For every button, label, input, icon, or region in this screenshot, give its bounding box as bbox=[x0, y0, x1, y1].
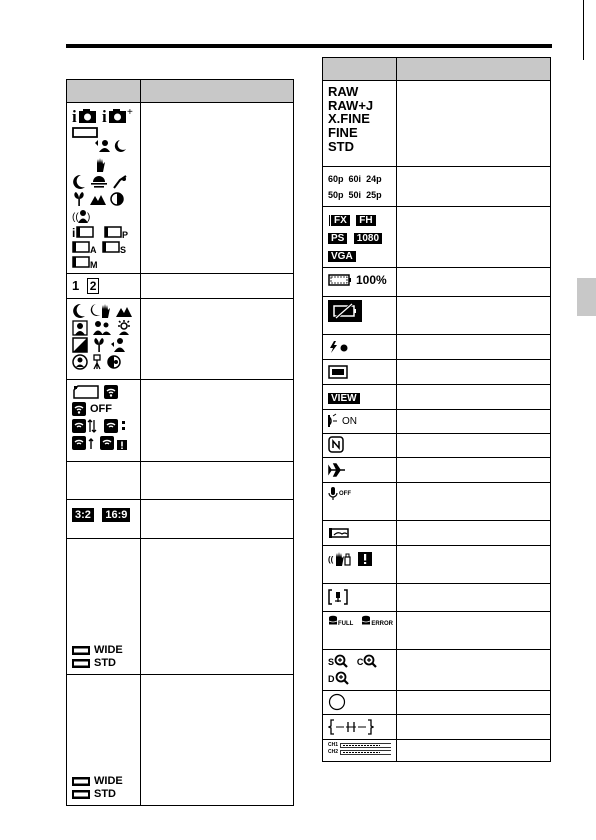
description-cell bbox=[397, 167, 551, 207]
macro-icon bbox=[92, 337, 106, 353]
zoom-icon bbox=[334, 654, 348, 668]
left-indicator-table bbox=[66, 79, 294, 806]
table-row bbox=[67, 462, 294, 500]
quality-xfine-label: X.FINE bbox=[328, 111, 370, 127]
description-cell bbox=[397, 335, 551, 360]
framerate-50p-label: 50p bbox=[328, 190, 344, 200]
right-table-header bbox=[323, 58, 551, 81]
quality-std-label: STD bbox=[328, 138, 354, 154]
icon-cell bbox=[323, 650, 397, 691]
quality-raw-jpeg-label: RAW+J bbox=[328, 97, 374, 113]
framerate-50i-label: 50i bbox=[348, 190, 362, 200]
icon-cell bbox=[323, 612, 397, 650]
icon-cell bbox=[323, 546, 397, 584]
framerate-60p-label: 60p bbox=[328, 174, 344, 184]
table-row bbox=[323, 360, 551, 385]
battery-warning-icon bbox=[328, 300, 362, 322]
description-cell bbox=[397, 434, 551, 458]
low-light-icon bbox=[106, 354, 122, 370]
wifi-off-icon bbox=[72, 401, 86, 417]
zoom-icon bbox=[363, 654, 377, 668]
icon-cell bbox=[67, 675, 141, 806]
description-cell bbox=[141, 500, 294, 539]
left-header-display bbox=[67, 80, 141, 103]
icon-cell bbox=[323, 691, 397, 715]
quality-fine-label: FINE bbox=[328, 124, 358, 140]
table-row bbox=[323, 268, 551, 297]
icon-cell bbox=[67, 539, 141, 675]
description-cell bbox=[141, 299, 294, 380]
digital-zoom-label: D bbox=[328, 674, 335, 684]
smart-zoom-label: S bbox=[328, 657, 335, 667]
description-cell bbox=[397, 81, 551, 167]
macro-icon bbox=[72, 191, 86, 207]
icon-cell bbox=[67, 274, 141, 299]
backlight-portrait-icon bbox=[72, 320, 88, 336]
table-row bbox=[323, 167, 551, 207]
night-scene-icon bbox=[72, 174, 86, 190]
table-row bbox=[323, 584, 551, 612]
svg-text:S: S bbox=[120, 245, 127, 254]
wifi-signal-icon bbox=[104, 418, 128, 434]
table-row bbox=[67, 675, 294, 806]
table-row bbox=[323, 740, 551, 762]
movie-m-icon bbox=[72, 255, 100, 269]
svg-text:): ) bbox=[87, 212, 91, 223]
framerate-60i-label: 60i bbox=[348, 174, 362, 184]
description-cell bbox=[397, 650, 551, 691]
framerate-24p-label: 24p bbox=[366, 174, 382, 184]
table-row bbox=[323, 385, 551, 410]
icon-cell bbox=[323, 521, 397, 546]
airplane-mode-icon bbox=[328, 463, 346, 477]
memory-card-icon bbox=[72, 384, 100, 400]
description-cell bbox=[141, 103, 294, 274]
wifi-error-icon bbox=[100, 435, 128, 451]
right-header-display bbox=[323, 58, 397, 81]
description-cell bbox=[141, 462, 294, 500]
database-error-icon bbox=[361, 615, 371, 627]
icon-cell bbox=[323, 335, 397, 360]
svg-text:((: (( bbox=[72, 212, 79, 223]
icon-cell bbox=[323, 385, 397, 410]
record-1080-label: 1080 bbox=[354, 233, 382, 244]
battery-icon bbox=[328, 274, 352, 286]
movie-p-icon bbox=[104, 225, 132, 239]
description-cell bbox=[397, 385, 551, 410]
movie-a-icon bbox=[72, 240, 98, 254]
face-portrait-icon bbox=[72, 354, 88, 370]
description-cell bbox=[397, 584, 551, 612]
description-cell bbox=[397, 691, 551, 715]
icon-cell bbox=[323, 360, 397, 385]
icon-cell bbox=[67, 380, 141, 462]
camera-shake-warning-icon bbox=[328, 551, 354, 567]
audio-level-meter-icon bbox=[340, 743, 391, 748]
sunset-icon bbox=[90, 175, 108, 189]
sports-action-icon bbox=[112, 174, 128, 190]
microphone-off-icon bbox=[328, 486, 338, 502]
description-cell bbox=[397, 612, 551, 650]
audio-ch2-label: CH2 bbox=[328, 749, 339, 756]
table-row bbox=[323, 483, 551, 521]
infant-icon bbox=[110, 337, 126, 353]
table-row bbox=[323, 521, 551, 546]
description-cell bbox=[397, 207, 551, 268]
description-cell bbox=[397, 268, 551, 297]
icon-cell bbox=[67, 462, 141, 500]
table-row bbox=[67, 274, 294, 299]
af-illuminator-on-label: ON bbox=[342, 415, 357, 427]
table-row bbox=[323, 691, 551, 715]
svg-text:((: (( bbox=[328, 555, 334, 564]
view-mode-label: VIEW bbox=[328, 393, 360, 404]
panorama-size-icon bbox=[72, 644, 90, 656]
overheat-warning-icon bbox=[358, 552, 372, 566]
icon-cell bbox=[323, 584, 397, 612]
spot-metering-circle-icon bbox=[328, 693, 346, 711]
night-view-icon bbox=[110, 192, 124, 206]
vertical-rule bbox=[583, 0, 584, 60]
set-effect-off-icon bbox=[328, 365, 348, 379]
table-row bbox=[67, 500, 294, 539]
wind-noise-reduction-icon bbox=[328, 526, 350, 540]
wifi-transfer-icon bbox=[72, 418, 100, 434]
icon-cell bbox=[323, 167, 397, 207]
panorama-std-label: STD bbox=[94, 788, 116, 800]
framerate-25p-label: 25p bbox=[366, 190, 382, 200]
icon-cell bbox=[323, 715, 397, 740]
table-row bbox=[67, 299, 294, 380]
table-row bbox=[323, 458, 551, 483]
description-cell bbox=[397, 410, 551, 434]
database-full-label: FULL bbox=[338, 621, 354, 627]
flash-charge-icon bbox=[328, 340, 350, 354]
portrait-icon bbox=[94, 139, 110, 153]
table-row bbox=[323, 335, 551, 360]
quality-raw-label: RAW bbox=[328, 84, 359, 99]
svg-text:i: i bbox=[72, 226, 76, 239]
table-row bbox=[323, 207, 551, 268]
record-vga-label: VGA bbox=[328, 251, 356, 262]
table-row bbox=[323, 410, 551, 434]
landscape-icon bbox=[116, 304, 132, 318]
record-ps-label: PS bbox=[328, 233, 347, 244]
memory-2-label: 2 bbox=[87, 278, 100, 294]
clear-zoom-label: C bbox=[356, 657, 364, 667]
left-table-header bbox=[67, 80, 294, 103]
svg-text:+: + bbox=[127, 107, 133, 118]
hand-held-twilight-icon bbox=[114, 139, 128, 153]
panorama-wide-label: WIDE bbox=[94, 644, 123, 656]
wifi-upload-icon bbox=[72, 435, 96, 451]
landscape-icon bbox=[90, 192, 106, 206]
intelligent-auto-icon bbox=[72, 107, 98, 125]
record-fx-label: FX bbox=[328, 215, 350, 226]
table-row bbox=[323, 434, 551, 458]
database-error-icon bbox=[328, 589, 348, 605]
table-row bbox=[67, 380, 294, 462]
memory-1-label: 1 bbox=[72, 278, 80, 293]
nfc-icon bbox=[328, 436, 344, 453]
wifi-off-label: OFF bbox=[90, 403, 112, 415]
icon-cell bbox=[67, 500, 141, 539]
zoom-icon bbox=[335, 671, 349, 685]
left-header-indication bbox=[141, 80, 294, 103]
digital-level-gauge-icon bbox=[328, 719, 374, 735]
header-rule bbox=[66, 44, 552, 48]
icon-cell bbox=[323, 740, 397, 762]
table-row bbox=[323, 650, 551, 691]
tripod-icon bbox=[92, 354, 102, 370]
description-cell bbox=[397, 521, 551, 546]
description-cell bbox=[141, 539, 294, 675]
description-cell bbox=[397, 360, 551, 385]
record-fh-label: FH bbox=[356, 215, 375, 226]
table-row bbox=[323, 612, 551, 650]
description-cell bbox=[397, 297, 551, 335]
audio-level-meter-icon bbox=[340, 750, 391, 755]
panorama-icon bbox=[72, 126, 98, 138]
table-row bbox=[323, 715, 551, 740]
panorama-std-label: STD bbox=[94, 657, 116, 669]
database-full-icon bbox=[328, 615, 338, 627]
icon-cell bbox=[323, 483, 397, 521]
icon-cell bbox=[323, 81, 397, 167]
database-error-label: ERROR bbox=[371, 621, 393, 627]
icon-cell bbox=[323, 268, 397, 297]
svg-text:i: i bbox=[72, 107, 77, 125]
wifi-icon bbox=[104, 384, 118, 400]
section-tab bbox=[577, 278, 596, 316]
hand-held-twilight-icon bbox=[90, 303, 112, 319]
description-cell bbox=[397, 458, 551, 483]
description-cell bbox=[397, 546, 551, 584]
svg-text:P: P bbox=[122, 230, 129, 239]
sports-icon bbox=[94, 157, 106, 173]
portrait-icon bbox=[92, 320, 112, 336]
right-header-indication bbox=[397, 58, 551, 81]
panorama-size-icon bbox=[72, 788, 90, 800]
right-indicator-table bbox=[322, 57, 551, 762]
table-row bbox=[323, 81, 551, 167]
af-illuminator-icon bbox=[328, 413, 338, 429]
table-row bbox=[323, 546, 551, 584]
icon-cell bbox=[67, 299, 141, 380]
panorama-size-icon bbox=[72, 775, 90, 787]
microphone-off-label: OFF bbox=[339, 491, 351, 497]
aspect-16-9-label: 16:9 bbox=[102, 508, 130, 522]
icon-cell bbox=[323, 297, 397, 335]
spotlight-icon bbox=[116, 320, 132, 336]
anti-motion-blur-icon bbox=[72, 208, 94, 224]
svg-text:i: i bbox=[102, 107, 107, 125]
icon-cell bbox=[323, 410, 397, 434]
table-row bbox=[323, 297, 551, 335]
movie-auto-icon bbox=[72, 225, 100, 239]
superior-auto-icon bbox=[102, 107, 134, 125]
description-cell bbox=[141, 274, 294, 299]
icon-cell bbox=[323, 458, 397, 483]
movie-s-icon bbox=[102, 240, 128, 254]
description-cell bbox=[141, 380, 294, 462]
description-cell bbox=[397, 740, 551, 762]
panorama-size-icon bbox=[72, 657, 90, 669]
aspect-3-2-label: 3:2 bbox=[72, 508, 94, 522]
battery-level-label: 100% bbox=[356, 273, 387, 287]
svg-text:M: M bbox=[90, 260, 98, 269]
description-cell bbox=[141, 675, 294, 806]
backlight-icon bbox=[72, 337, 88, 353]
audio-ch1-label: CH1 bbox=[328, 742, 339, 749]
svg-text:A: A bbox=[90, 245, 97, 254]
panorama-wide-label: WIDE bbox=[94, 775, 123, 787]
icon-cell bbox=[323, 434, 397, 458]
table-row bbox=[67, 103, 294, 274]
icon-cell bbox=[67, 103, 141, 274]
night-scene-icon bbox=[72, 303, 86, 319]
description-cell bbox=[397, 715, 551, 740]
description-cell bbox=[397, 483, 551, 521]
table-row bbox=[67, 539, 294, 675]
icon-cell bbox=[323, 207, 397, 268]
